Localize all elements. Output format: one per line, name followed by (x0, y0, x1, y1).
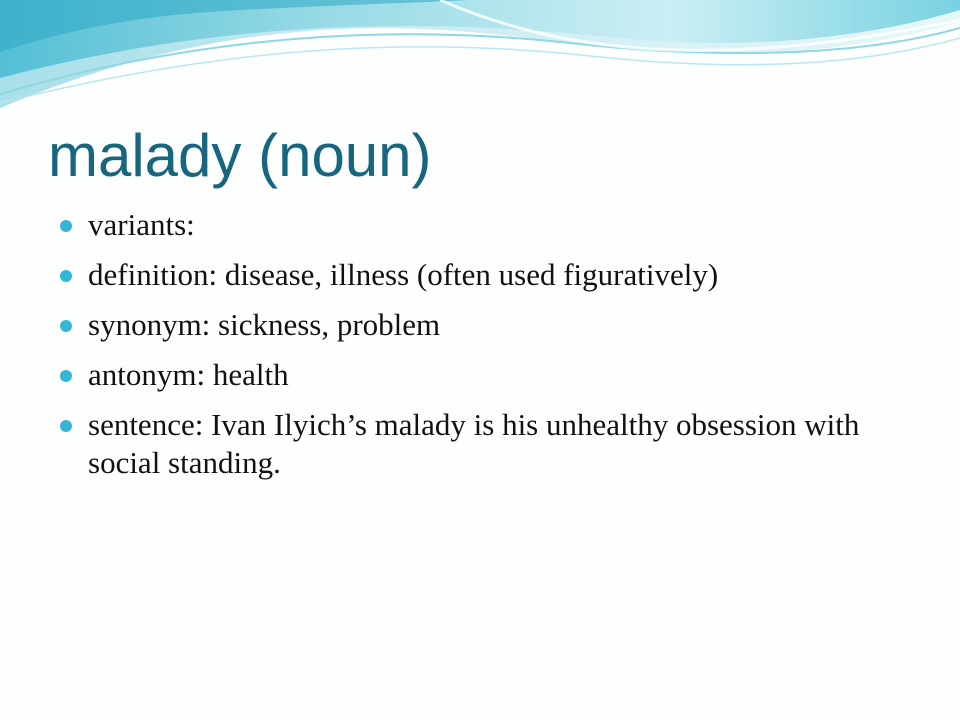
bullet-dot-icon (60, 220, 72, 232)
bullet-item-synonym (60, 306, 920, 344)
bullet-dot-icon (60, 370, 72, 382)
bullet-text: antonym: health (88, 357, 289, 392)
bullet-item-definition (60, 256, 920, 294)
bullet-text: definition: disease, illness (often used figuratively) (88, 257, 719, 292)
header-wave-decoration (0, 0, 960, 120)
bullet-list (60, 206, 920, 494)
bullet-item-sentence (60, 406, 920, 482)
bullet-text: synonym: sickness, problem (88, 307, 441, 342)
bullet-item-variants (60, 206, 920, 244)
bullet-dot-icon (60, 270, 72, 282)
bullet-item-antonym (60, 356, 920, 394)
bullet-text: sentence: Ivan Ilyich’s malady is his unhealthy obsession with social standing. (88, 407, 860, 480)
bullet-text: variants: (88, 207, 195, 242)
bullet-dot-icon (60, 320, 72, 332)
slide-title: malady (noun) (48, 122, 432, 189)
bullet-dot-icon (60, 420, 72, 432)
